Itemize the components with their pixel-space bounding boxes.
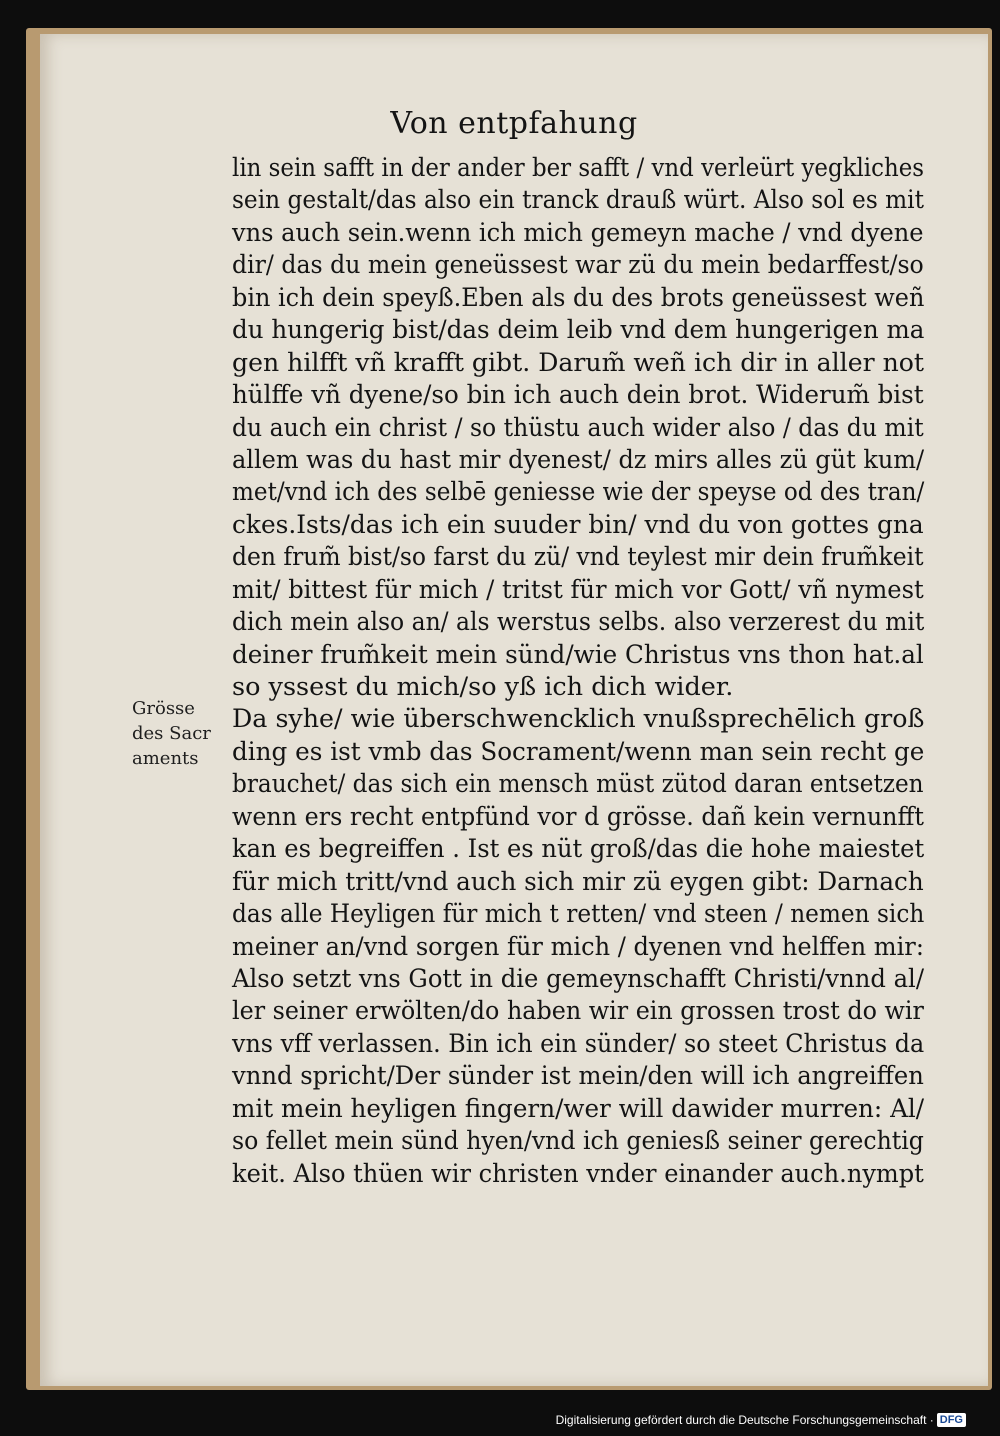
text-line: mit mein heyligen fingern/wer will dawider murren: Al/	[232, 1093, 925, 1124]
text-line: lin sein safft in der ander ber safft / vnd verleürt yegkliches	[232, 153, 924, 183]
marginal-note	[132, 696, 228, 771]
text-line: mit/ bittest für mich / tritst für mich vor Gott/ vñ nymest	[232, 574, 924, 605]
text-line: Also setzt vns Gott in die gemeynschafft Christi/vnnd al/	[232, 963, 924, 994]
text-line: deiner frum̃keit mein sünd/wie Christus vns thon hat.al	[232, 639, 924, 670]
text-line: meiner an/vnd sorgen für mich / dyenen vnd helffen mir:	[232, 931, 924, 962]
text-line: du hungerig bist/das deim leib vnd dem hungerigen ma	[232, 315, 925, 346]
text-line: so yssest du mich/so yß ich dich wider.	[232, 672, 734, 702]
text-line: das alle Heyligen für mich t retten/ vnd steen / nemen sich	[232, 899, 925, 930]
text-line: für mich tritt/vnd auch sich mir zü eygen gibt: Darnach	[232, 866, 924, 897]
text-line: du auch ein christ / so thüstu auch wider also / das du mit	[232, 412, 924, 443]
body-text	[232, 152, 932, 1190]
text-line: so fellet mein sünd hyen/vnd ich geniesß seiner gerechtig	[232, 1126, 924, 1157]
text-line: hülffe vñ dyene/so bin ich auch dein brot. Widerum̃ bist	[232, 380, 924, 411]
text-line: gen hilfft vñ krafft gibt. Darum̃ weñ ich dir in aller not	[232, 347, 924, 378]
text-line: dir/ das du mein geneüssest war zü du mein bedarffest/so	[232, 250, 924, 281]
text-line: wenn ers recht entpfünd vor d grösse. dañ kein vernunfft	[232, 801, 924, 832]
text-line: met/vnd ich des selbē geniesse wie der speyse od des tran/	[232, 477, 925, 508]
dfg-logo: DFG	[937, 1413, 966, 1427]
text-line: allem was du hast mir dyenest/ dz mirs alles zü güt kum/	[232, 444, 925, 475]
text-line: kan es begreiffen . Ist es nüt groß/das die hohe maiestet	[232, 834, 925, 865]
text-line: den frum̃ bist/so farst du zü/ vnd teylest mir dein frum̃keit	[232, 542, 924, 573]
footer-credit: Digitalisierung gefördert durch die Deutsche Forschungsgemeinschaft ·	[555, 1413, 934, 1427]
text-line: ding es ist vmb das Socrament/wenn man sein recht ge	[232, 736, 925, 767]
text-line: vns auch sein.wenn ich mich gemeyn mache / vnd dyene	[232, 217, 924, 248]
text-line: ckes.Ists/das ich ein suuder bin/ vnd du von gottes gna	[232, 509, 924, 540]
text-line: keit. Also thüen wir christen vnder einander auch.nympt	[232, 1158, 924, 1189]
scanned-page	[40, 34, 988, 1386]
text-line: vnnd spricht/Der sünder ist mein/den will ich angreiffen	[232, 1061, 924, 1092]
text-line: dich mein also an/ als werstus selbs. also verzerest du mit	[232, 607, 925, 638]
text-line: brauchet/ das sich ein mensch müst zütod daran entsetzen	[232, 769, 924, 800]
digitization-footer	[556, 1413, 966, 1427]
text-line: Da syhe/ wie überschwencklich vnußsprechēlich groß	[232, 704, 925, 735]
marginal-note-line: des Sacr	[132, 723, 211, 744]
running-head: Von entpfahung	[390, 106, 638, 141]
marginal-note-line: Grösse	[132, 698, 195, 719]
text-line: sein gestalt/das also ein tranck drauß würt. Also sol es mit	[232, 185, 924, 216]
text-line: ler seiner erwölten/do haben wir ein grossen trost do wir	[232, 996, 924, 1027]
marginal-note-line: aments	[132, 748, 199, 769]
text-line: bin ich dein speyß.Eben als du des brots geneüssest weñ	[232, 282, 925, 313]
text-line: vns vff verlassen. Bin ich ein sünder/ so steet Christus da	[232, 1028, 925, 1059]
